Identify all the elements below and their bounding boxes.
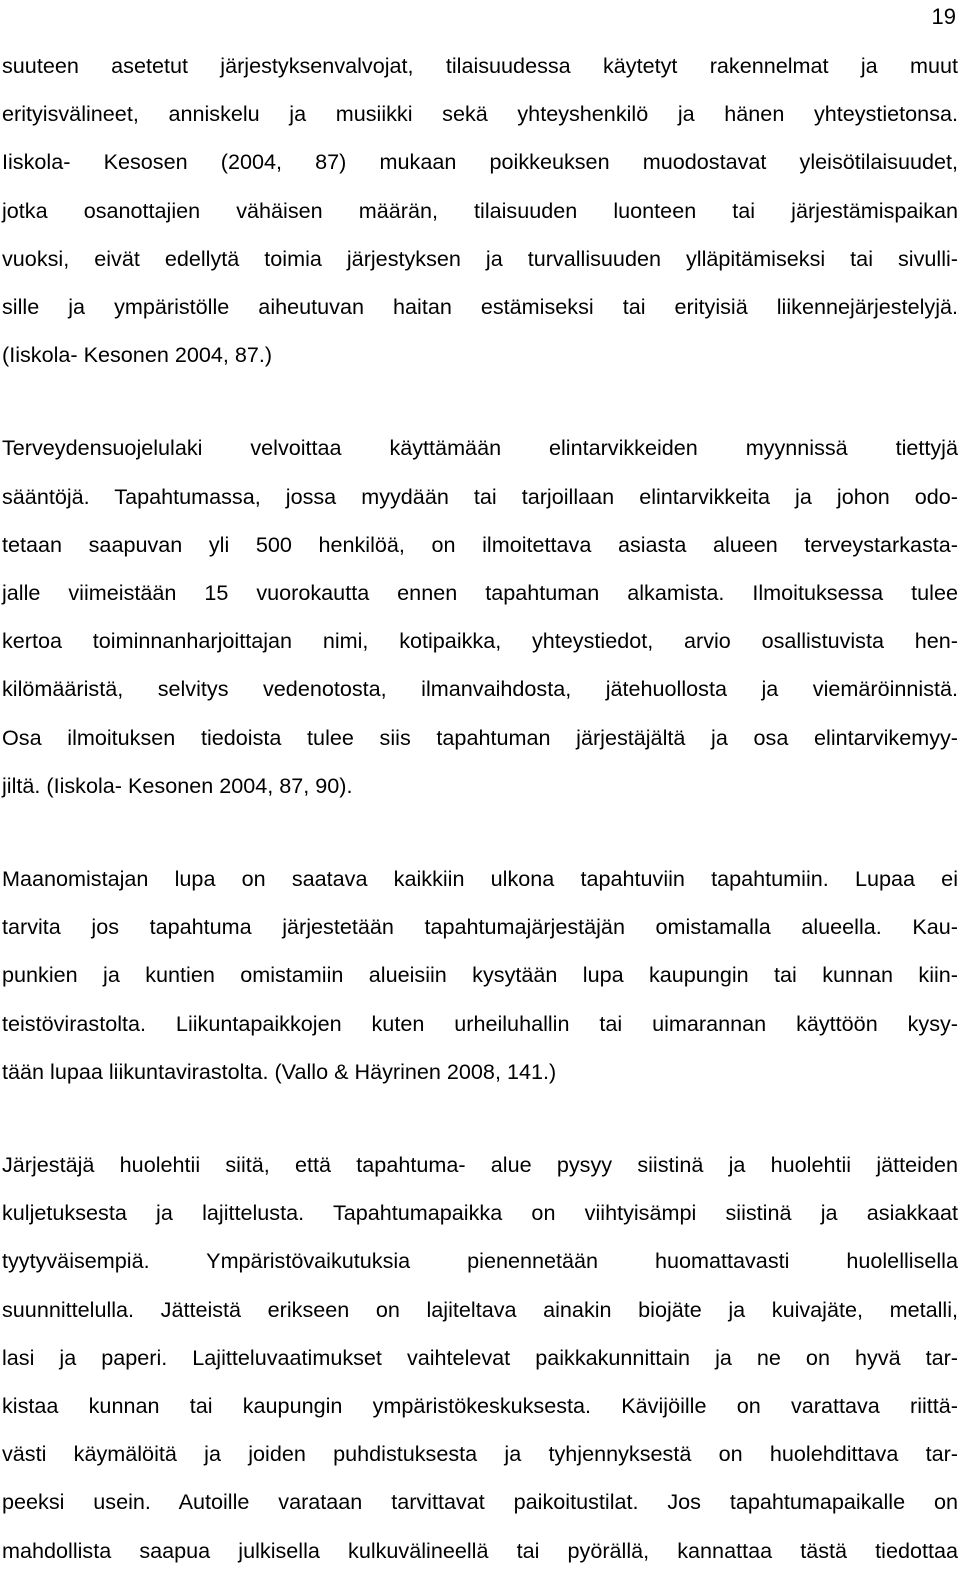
text-line: kistaa kunnan tai kaupungin ympäristökeskuksesta. Kävijöille on varattava riittä-	[2, 1393, 958, 1419]
text-line: punkien ja kuntien omistamiin alueisiin kysytään lupa kaupungin tai kunnan kiin-	[2, 962, 958, 988]
text-line: jalle viimeistään 15 vuorokautta ennen tapahtuman alkamista. Ilmoituksessa tulee	[2, 580, 958, 606]
text-line: vuoksi, eivät edellytä toimia järjestyksen ja turvallisuuden ylläpitämiseksi tai sivulli-	[2, 245, 958, 271]
text-line: Terveydensuojelulaki velvoittaa käyttämään elintarvikkeiden myynnissä tiettyjä	[2, 435, 958, 461]
text-line: sääntöjä. Tapahtumassa, jossa myydään tai tarjoillaan elintarvikkeita ja johon odo-	[2, 483, 958, 509]
text-line: Iiskola- Kesosen (2004, 87) mukaan poikkeuksen muodostavat yleisötilaisuudet,	[2, 149, 958, 175]
paragraph-2	[2, 424, 958, 810]
text-line: teistövirastolta. Liikuntapaikkojen kuten urheiluhallin tai uimarannan käyttöön kysy-	[2, 1010, 958, 1036]
text-line: kertoa toiminnanharjoittajan nimi, kotipaikka, yhteystiedot, arvio osallistuvista hen-	[2, 628, 958, 654]
text-line: erityisvälineet, anniskelu ja musiikki sekä yhteyshenkilö ja hänen yhteystietonsa.	[2, 101, 958, 127]
text-line: (Iiskola- Kesonen 2004, 87.)	[2, 342, 273, 368]
text-line: jiltä. (Iiskola- Kesonen 2004, 87, 90).	[2, 772, 353, 798]
text-line: Järjestäjä huolehtii siitä, että tapahtuma- alue pysyy siistinä ja huolehtii jätteiden	[2, 1152, 958, 1178]
text-line: suunnittelulla. Jätteistä erikseen on lajiteltava ainakin biojäte ja kuivajäte, metalli,	[2, 1296, 958, 1322]
paragraph-4	[2, 1141, 958, 1575]
text-line: tetaan saapuvan yli 500 henkilöä, on ilmoitettava asiasta alueen terveystarkasta-	[2, 531, 958, 557]
text-line: kuljetuksesta ja lajittelusta. Tapahtumapaikka on viihtyisämpi siistinä ja asiakkaat	[2, 1200, 958, 1226]
text-line: peeksi usein. Autoille varataan tarvittavat paikoitustilat. Jos tapahtumapaikalle on	[2, 1489, 958, 1515]
text-line: Osa ilmoituksen tiedoista tulee siis tapahtuman järjestäjältä ja osa elintarvikemyy-	[2, 724, 958, 750]
text-line: kilömääristä, selvitys vedenotosta, ilmanvaihdosta, jätehuollosta ja viemäröinnistä.	[2, 676, 958, 702]
text-line: tyytyväisempiä. Ympäristövaikutuksia pienennetään huomattavasti huolellisella	[2, 1248, 958, 1274]
text-line: lasi ja paperi. Lajitteluvaatimukset vaihtelevat paikkakunnittain ja ne on hyvä tar-	[2, 1344, 958, 1370]
text-line: västi käymälöitä ja joiden puhdistuksesta ja tyhjennyksestä on huolehdittava tar-	[2, 1441, 958, 1467]
text-line: tään lupaa liikuntavirastolta. (Vallo & Häyrinen 2008, 141.)	[2, 1058, 557, 1084]
text-line: mahdollista saapua julkisella kulkuvälineellä tai pyörällä, kannattaa tästä tiedottaa	[2, 1537, 958, 1563]
paragraph-3	[2, 855, 958, 1096]
paragraph-1	[2, 42, 958, 379]
text-line: jotka osanottajien vähäisen määrän, tilaisuuden luonteen tai järjestämispaikan	[2, 197, 958, 223]
text-line: Maanomistajan lupa on saatava kaikkiin ulkona tapahtuviin tapahtumiin. Lupaa ei	[2, 866, 958, 892]
text-line: suuteen asetetut järjestyksenvalvojat, tilaisuudessa käytetyt rakennelmat ja muut	[2, 53, 958, 78]
document-body	[2, 42, 958, 1575]
text-line: sille ja ympäristölle aiheutuvan haitan estämiseksi tai erityisiä liikennejärjestelyjä.	[2, 294, 958, 320]
text-line: tarvita jos tapahtuma järjestetään tapahtumajärjestäjän omistamalla alueella. Kau-	[2, 914, 958, 940]
page-number: 19	[931, 4, 956, 29]
